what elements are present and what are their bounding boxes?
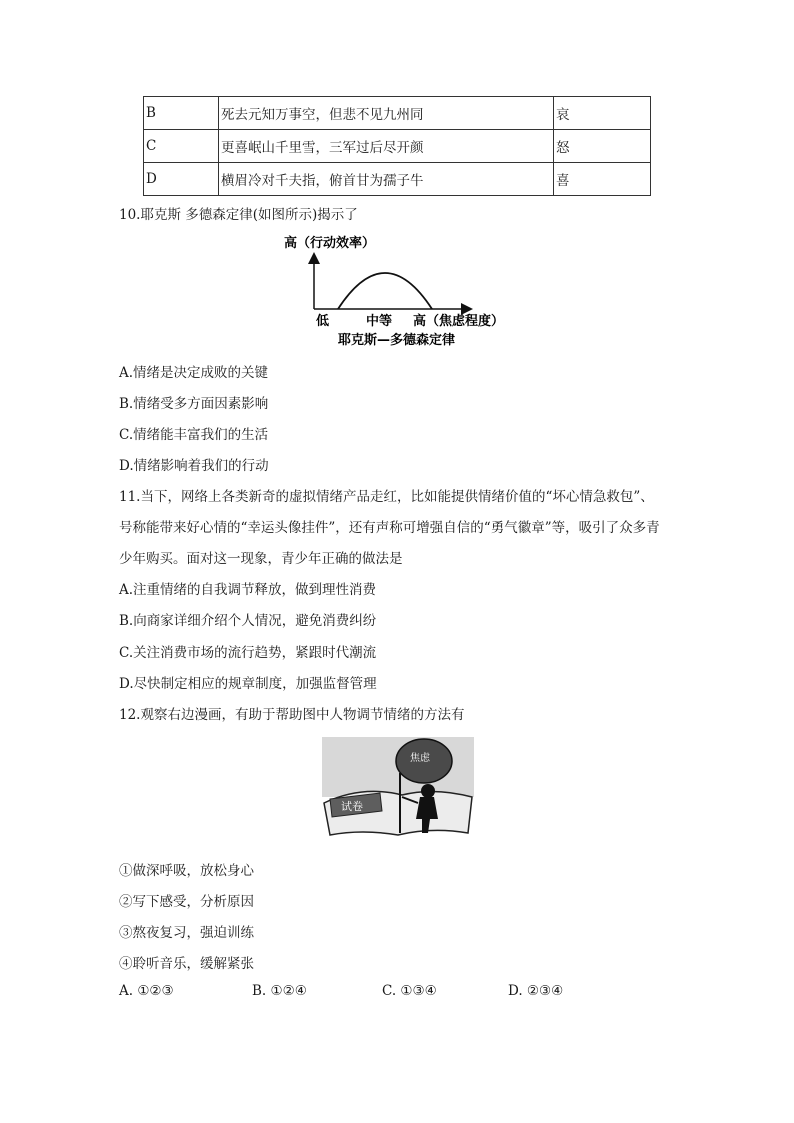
poem-options-table	[143, 96, 651, 196]
figure-head	[421, 784, 435, 798]
q10-option-d: D.情绪影响着我们的行动	[119, 458, 269, 474]
emotion-cell: 哀	[554, 97, 651, 130]
option-letter: D	[144, 163, 219, 196]
q10-option-b: B.情绪受多方面因素影响	[119, 396, 269, 412]
q11-option-a: A.注重情绪的自我调节释放，做到理性消费	[119, 582, 377, 598]
x-tick-medium: 中等	[366, 314, 393, 329]
q12-item-3: ③熬夜复习，强迫训练	[119, 925, 254, 941]
poem-line: 横眉冷对千夫指，俯首甘为孺子牛	[219, 163, 554, 196]
y-axis-label: 高（行动效率）	[284, 236, 376, 251]
chart-title: 耶克斯—多德森定律	[338, 333, 456, 348]
answer-b: B. ①②④	[252, 983, 307, 999]
efficiency-curve	[338, 273, 432, 309]
poem-line: 更喜岷山千里雪，三军过后尽开颜	[219, 130, 554, 163]
q12-item-1: ①做深呼吸，放松身心	[119, 863, 254, 879]
option-letter: C	[144, 130, 219, 163]
x-tick-low: 低	[316, 314, 330, 329]
q10-option-c: C.情绪能丰富我们的生活	[119, 427, 269, 443]
q11-option-c: C.关注消费市场的流行趋势，紧跟时代潮流	[119, 645, 377, 661]
table-row	[144, 97, 651, 130]
x-axis-label: 高（焦虑程度）	[413, 314, 505, 329]
q12-item-4: ④聆听音乐，缓解紧张	[119, 956, 254, 972]
q10-option-a: A.情绪是决定成败的关键	[119, 365, 269, 381]
table-row	[144, 130, 651, 163]
poem-line: 死去元知万事空，但悲不见九州同	[219, 97, 554, 130]
question-10-stem: 10.耶克斯 多德森定律(如图所示)揭示了	[119, 207, 358, 223]
q11-option-b: B.向商家详细介绍个人情况，避免消费纠纷	[119, 613, 377, 629]
question-12-stem: 12.观察右边漫画，有助于帮助图中人物调节情绪的方法有	[119, 707, 465, 723]
yerkes-dodson-chart	[280, 229, 520, 351]
emotion-cell: 怒	[554, 130, 651, 163]
q12-item-2: ②写下感受，分析原因	[119, 894, 254, 910]
question-11-stem-line: 号称能带来好心情的“幸运头像挂件”，还有声称可增强自信的“勇气徽章”等，吸引了众多青	[119, 520, 660, 536]
emotion-cell: 喜	[554, 163, 651, 196]
paper-label: 试卷	[341, 800, 363, 813]
table-row	[144, 163, 651, 196]
answer-d: D. ②③④	[508, 983, 564, 999]
answer-a: A. ①②③	[119, 983, 174, 999]
answer-c: C. ①③④	[382, 983, 437, 999]
question-11-stem-line: 少年购买。面对这一现象，青少年正确的做法是	[119, 551, 403, 567]
anxiety-cartoon	[322, 737, 474, 837]
question-11-stem-line: 11.当下，网络上各类新奇的虚拟情绪产品走红，比如能提供情绪价值的“坏心情急救包”、	[119, 489, 654, 505]
option-letter: B	[144, 97, 219, 130]
q11-option-d: D.尽快制定相应的规章制度，加强监督管理	[119, 676, 377, 692]
rock-label: 焦虑	[410, 753, 430, 764]
